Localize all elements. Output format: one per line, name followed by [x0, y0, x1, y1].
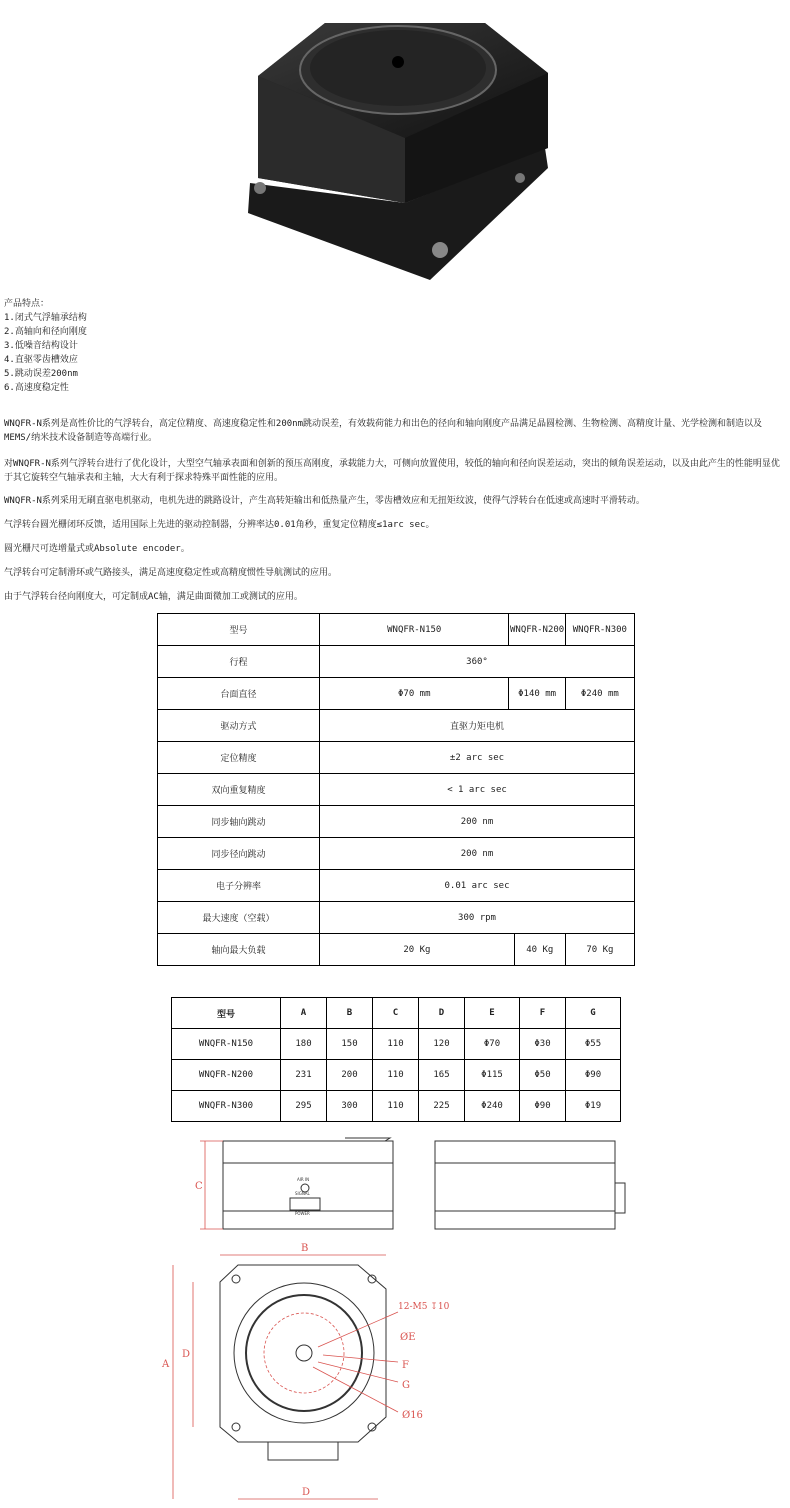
dim-label-c: C	[195, 1181, 203, 1192]
spec-cell: Φ140 mm	[509, 678, 565, 710]
spec-cell: < 1 arc sec	[320, 774, 635, 806]
dim-cell: Φ19	[566, 1091, 621, 1122]
spec-row-resolution	[158, 870, 635, 902]
spec-table	[157, 613, 635, 966]
encoder-option-paragraph: 圆光栅尺可选增量式或Absolute encoder。	[4, 544, 190, 554]
dim-cell: Φ50	[520, 1060, 566, 1091]
dim-cell: 225	[419, 1091, 465, 1122]
dim-label-b: B	[301, 1243, 309, 1254]
spec-row-radial-runout	[158, 838, 635, 870]
features-list	[4, 297, 87, 395]
spec-cell: 70 Kg	[565, 934, 634, 966]
slipring-paragraph: 气浮转台可定制滑环或气路接头，满足高速度稳定性或高精度惯性导航测试的应用。	[4, 568, 338, 578]
ac-axis-paragraph: 由于气浮转台径向刚度大，可定制成AC轴，满足曲面微加工或测试的应用。	[4, 592, 303, 602]
product-photo	[230, 18, 560, 290]
spec-label: 轴向最大负载	[158, 934, 320, 966]
signal-label: SIGNAL	[295, 1191, 310, 1196]
dim-label-g: G	[402, 1380, 410, 1391]
spec-row-travel	[158, 646, 635, 678]
dim-header: D	[419, 998, 465, 1029]
intro-paragraph: WNQFR-N系列是高性价比的气浮转台，高定位精度、高速度稳定性和200nm跳动误差，有效载荷能力和出色的径向和轴向刚度产品满足晶圆检测、生物检测、高精度计量、光学检测和制造以及MEMS/纳米技术设备制造等高端行业。	[4, 419, 763, 443]
spec-cell: WNQFR-N200	[509, 614, 565, 646]
dim-cell: 200	[327, 1060, 373, 1091]
spec-cell: ±2 arc sec	[320, 742, 635, 774]
spec-row-load	[158, 934, 635, 966]
feature-item: 3.低噪音结构设计	[4, 341, 78, 351]
air-in-label: AIR IN	[297, 1177, 310, 1182]
dim-cell: 110	[373, 1091, 419, 1122]
dim-header: C	[373, 998, 419, 1029]
hole-spec-label: 12-M5 ↧10	[398, 1302, 450, 1312]
spec-cell: WNQFR-N300	[565, 614, 634, 646]
dim-label-e: ØE	[400, 1332, 416, 1343]
dim-header: 型号	[172, 998, 281, 1029]
spec-label: 双向重复精度	[158, 774, 320, 806]
side-view-drawings	[185, 1133, 645, 1233]
spec-label: 同步径向跳动	[158, 838, 320, 870]
features-title: 产品特点：	[4, 299, 50, 309]
spec-label: 最大速度（空载）	[158, 902, 320, 934]
dim-header: A	[281, 998, 327, 1029]
feature-item: 6.高速度稳定性	[4, 383, 69, 393]
dim-header: F	[520, 998, 566, 1029]
dim-cell: 150	[327, 1029, 373, 1060]
spec-label: 行程	[158, 646, 320, 678]
feature-item: 4.直驱零齿槽效应	[4, 355, 78, 365]
dim-cell: 295	[281, 1091, 327, 1122]
spec-label: 定位精度	[158, 742, 320, 774]
spec-cell: 0.01 arc sec	[320, 870, 635, 902]
spec-cell: Φ70 mm	[320, 678, 509, 710]
dim-header-row	[172, 998, 621, 1029]
feature-item: 2.高轴向和径向刚度	[4, 327, 87, 337]
dim-cell: 110	[373, 1029, 419, 1060]
dim-cell: 165	[419, 1060, 465, 1091]
spec-row-axial-runout	[158, 806, 635, 838]
spec-label: 驱动方式	[158, 710, 320, 742]
dim-label-16: Ø16	[402, 1410, 423, 1421]
dim-cell: Φ70	[465, 1029, 520, 1060]
dim-cell: 231	[281, 1060, 327, 1091]
dim-cell: Φ240	[465, 1091, 520, 1122]
spec-label: 台面直径	[158, 678, 320, 710]
dim-cell: Φ90	[566, 1060, 621, 1091]
spec-cell: 20 Kg	[320, 934, 515, 966]
dim-cell: 180	[281, 1029, 327, 1060]
dim-row	[172, 1091, 621, 1122]
dim-header: B	[327, 998, 373, 1029]
dim-cell: Φ30	[520, 1029, 566, 1060]
dim-cell: 300	[327, 1091, 373, 1122]
spec-row-bidirectional	[158, 774, 635, 806]
spec-row-positioning	[158, 742, 635, 774]
dim-label-d: D	[182, 1349, 191, 1360]
encoder-paragraph: 气浮转台圆光栅闭环反馈，适用国际上先进的驱动控制器，分辨率达0.01角秒，重复定位精度≤1arc sec。	[4, 520, 435, 530]
spec-cell: 直驱力矩电机	[320, 710, 635, 742]
dim-cell: Φ55	[566, 1029, 621, 1060]
dim-row	[172, 1029, 621, 1060]
spec-cell: 40 Kg	[514, 934, 565, 966]
dim-row	[172, 1060, 621, 1091]
dim-label-f: F	[402, 1360, 409, 1371]
dimension-table	[171, 997, 621, 1122]
spec-cell: Φ240 mm	[565, 678, 634, 710]
dim-cell: 110	[373, 1060, 419, 1091]
dim-cell: Φ90	[520, 1091, 566, 1122]
power-label: POWER	[295, 1211, 310, 1216]
dim-label-a: A	[162, 1359, 170, 1370]
top-view-drawing	[158, 1237, 628, 1503]
spec-cell: 360°	[320, 646, 635, 678]
spec-row-diameter	[158, 678, 635, 710]
feature-item: 1.闭式气浮轴承结构	[4, 313, 87, 323]
spec-row-speed	[158, 902, 635, 934]
design-paragraph: 对WNQFR-N系列气浮转台进行了优化设计，大型空气轴承表面和创新的预压高刚度，承载能力大，可侧向放置使用，较低的轴向和径向误差运动，突出的倾角误差运动，以及由此产生的性能明显优于其它旋转空气轴承表和主轴，大大有利于探求特殊平面性能的应用。	[4, 459, 780, 483]
spec-cell: 200 nm	[320, 806, 635, 838]
dim-cell: WNQFR-N200	[172, 1060, 281, 1091]
spec-cell: 200 nm	[320, 838, 635, 870]
dim-cell: WNQFR-N150	[172, 1029, 281, 1060]
feature-item: 5.跳动误差200nm	[4, 369, 78, 379]
spec-cell: WNQFR-N150	[320, 614, 509, 646]
spec-row-drive	[158, 710, 635, 742]
spec-row-header	[158, 614, 635, 646]
spec-label: 型号	[158, 614, 320, 646]
spec-label: 电子分辨率	[158, 870, 320, 902]
dim-header: G	[566, 998, 621, 1029]
dim-label-d-bottom: D	[302, 1487, 311, 1498]
dim-cell: WNQFR-N300	[172, 1091, 281, 1122]
spec-label: 同步轴向跳动	[158, 806, 320, 838]
dim-cell: Φ115	[465, 1060, 520, 1091]
dim-cell: 120	[419, 1029, 465, 1060]
spec-cell: 300 rpm	[320, 902, 635, 934]
motor-paragraph: WNQFR-N系列采用无刷直驱电机驱动，电机先进的跳路设计，产生高转矩输出和低热量产生，零齿槽效应和无扭矩纹波，使得气浮转台在低速或高速时平滑转动。	[4, 496, 645, 506]
dim-header: E	[465, 998, 520, 1029]
